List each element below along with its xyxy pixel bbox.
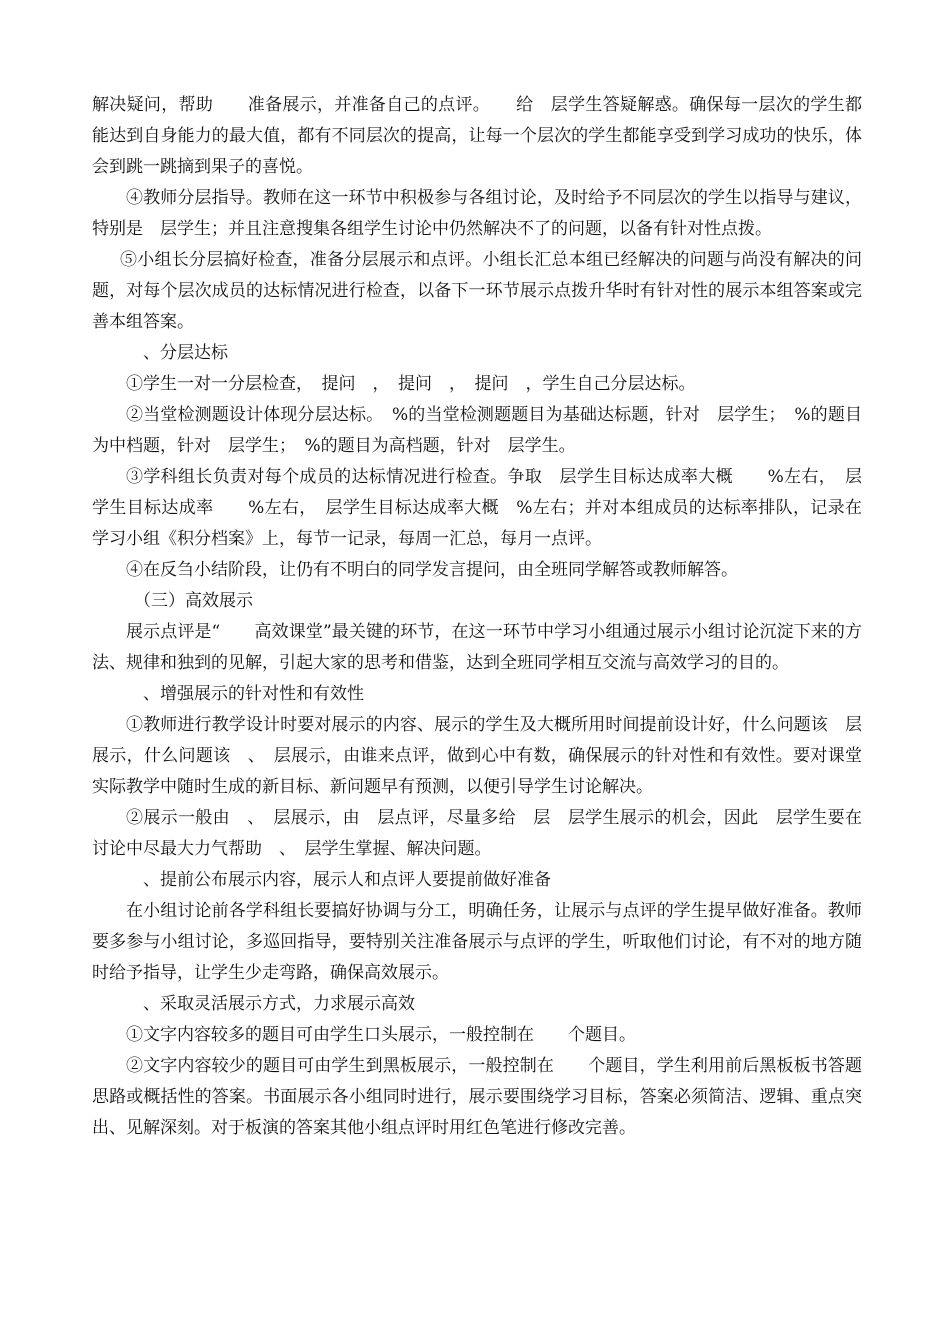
- paragraph-blackboard-display: ②文字内容较少的题目可由学生到黑板展示，一般控制在 个题目，学生利用前后黑板板书答题思路或概括性的答案。书面展示各小组同时进行，展示要围绕学习目标，答案必须简洁、逻辑、重点突出、见解深刻。对于板演的答案其他小组点评时用红色笔进行修改完善。: [92, 1056, 862, 1138]
- paragraph-test-design: ②当堂检测题设计体现分层达标。 %的当堂检测题题目为基础达标题，针对 层学生； %的题目为中档题，针对 层学生； %的题目为高档题，针对 层学生。: [92, 405, 862, 456]
- paragraph-group-discussion: 在小组讨论前各学科组长要搞好协调与分工，明确任务，让展示与点评的学生提早做好准备。教师要多参与小组讨论，多巡回指导，要特别关注准备展示与点评的学生，听取他们讨论，有不对的地方随时给予指导，让学生少走弯路，确保高效展示。: [92, 901, 862, 983]
- heading-layered-standard: 、分层达标: [126, 343, 228, 363]
- paragraph-teacher-design: ①教师进行教学设计时要对展示的内容、展示的学生及大概所用时间提前设计好，什么问题该 层展示，什么问题该 、 层展示，由谁来点评，做到心中有数，确保展示的针对性和有效性。要对课堂实际教学中随时生成的新目标、新问题早有预测，以便引导学生讨论解决。: [92, 715, 862, 797]
- paragraph-display-review: 展示点评是“ 高效课堂”最关键的环节，在这一环节中学习小组通过展示小组讨论沉淀下来的方法、规律和独到的见解，引起大家的思考和借鉴，达到全班同学相互交流与高效学习的目的。: [92, 622, 862, 673]
- paragraph-continuation: 解决疑问，帮助 准备展示，并准备自己的点评。 给 层学生答疑解惑。确保每一层次的学生都能达到自身能力的最大值，都有不同层次的提高，让每一个层次的学生都能享受到学习成功的快乐，体会到跳一跳摘到果子的喜悦。: [92, 95, 862, 177]
- paragraph-subject-leader-check: ③学科组长负责对每个成员的达标情况进行检查。争取 层学生目标达成率大概 %左右， 层学生目标达成率 %左右， 层学生目标达成率大概 %左右；并对本组成员的达标率排队，记录在学习小组《积分档案》上，每节一记录，每周一汇总，每月一点评。: [92, 467, 862, 549]
- heading-announce-content: 、提前公布展示内容，展示人和点评人要提前做好准备: [126, 870, 551, 890]
- paragraph-group-leader-check: ⑤小组长分层搞好检查，准备分层展示和点评。小组长汇总本组已经解决的问题与尚没有解决的问题，对每个层次成员的达标情况进行检查，以备下一环节展示点拨升华时有针对性的展示本组答案或完善本组答案。: [92, 250, 862, 332]
- heading-flexible-display: 、采取灵活展示方式，力求展示高效: [126, 994, 415, 1014]
- document-body: [92, 90, 862, 1144]
- paragraph-teacher-guidance: ④教师分层指导。教师在这一环节中积极参与各组讨论，及时给予不同层次的学生以指导与建议，特别是 层学生；并且注意搜集各组学生讨论中仍然解决不了的问题，以备有针对性点拨。: [92, 188, 862, 239]
- heading-efficient-display: （三）高效展示: [134, 591, 253, 611]
- paragraph-one-on-one-check: ①学生一对一分层检查， 提问 ， 提问 ， 提问 ，学生自己分层达标。: [126, 374, 696, 394]
- paragraph-summary-stage: ④在反刍小结阶段，让仍有不明白的同学发言提问，由全班同学解答或教师解答。: [126, 560, 738, 580]
- paragraph-display-general: ②展示一般由 、 层展示，由 层点评，尽量多给 层 层学生展示的机会，因此 层学生要在讨论中尽最大力气帮助 、 层学生掌握、解决问题。: [92, 808, 862, 859]
- heading-targeted-display: 、增强展示的针对性和有效性: [126, 684, 364, 704]
- paragraph-oral-display: ①文字内容较多的题目可由学生口头展示，一般控制在 个题目。: [126, 1025, 636, 1045]
